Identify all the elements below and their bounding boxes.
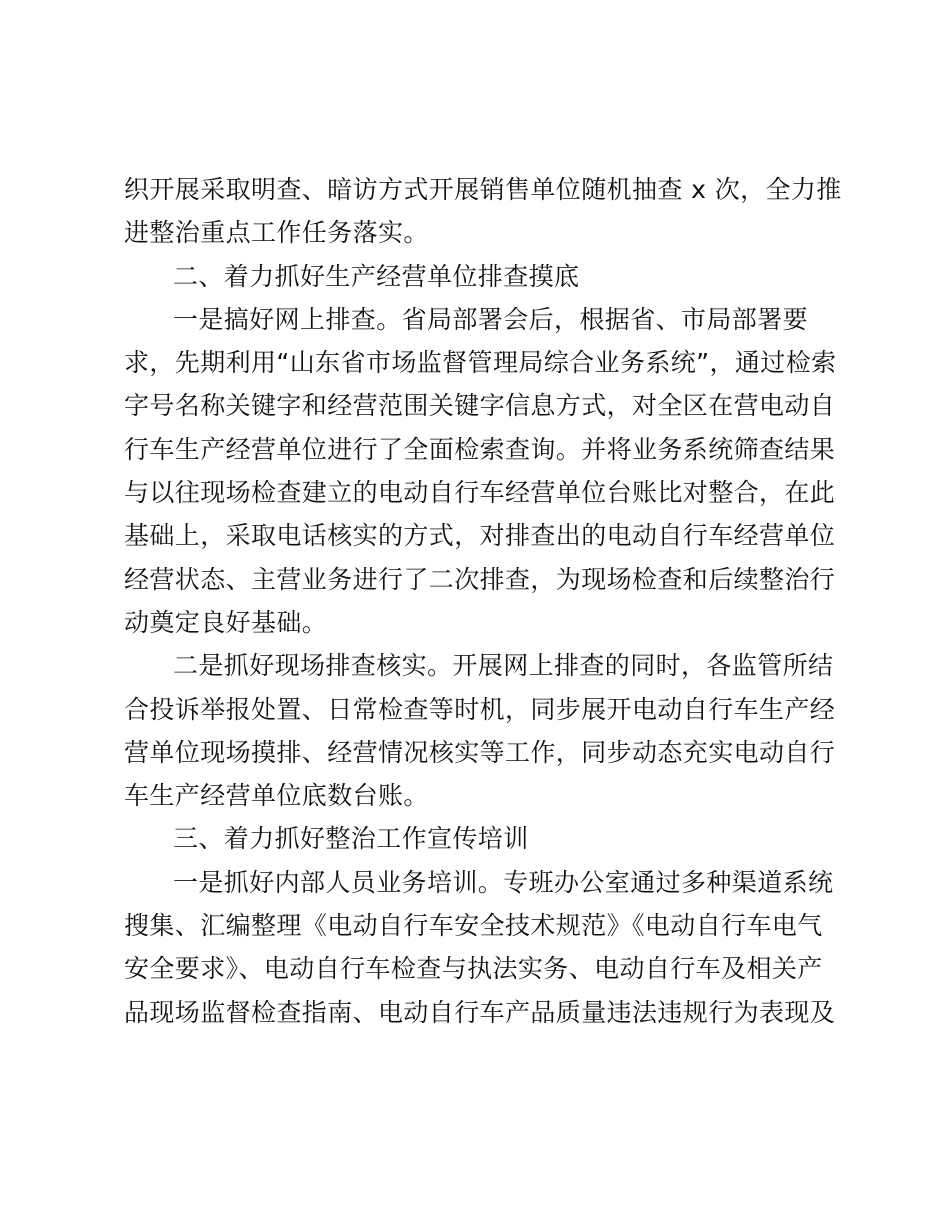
paragraph-line: 搜集、汇编整理《电动自行车安全技术规范》《电动自行车电气 — [124, 911, 823, 941]
paragraph-line: 合投诉举报处置、日常检查等时机，同步展开电动自行车生产经 — [124, 694, 836, 724]
paragraph-line: 一是抓好内部人员业务培训。专班办公室通过多种渠道系统 — [173, 867, 834, 897]
paragraph-line: 基础上，采取电话核实的方式，对排查出的电动自行车经营单位 — [124, 521, 836, 551]
paragraph-line: 织开展采取明查、暗访方式开展销售单位随机抽查 x 次，全力推 — [124, 175, 842, 204]
paragraph-line: 与以往现场检查建立的电动自行车经营单位台账比对整合，在此 — [124, 478, 836, 508]
paragraph-line: 进整治重点工作任务落实。 — [124, 218, 429, 248]
section-heading-2: 二、着力抓好生产经营单位排查摸底 — [173, 261, 580, 291]
paragraph-line: 车生产经营单位底数台账。 — [124, 781, 429, 811]
document-body — [124, 168, 842, 1034]
paragraph-line: 二是抓好现场排查核实。开展网上排查的同时，各监管所结 — [173, 651, 834, 681]
section-heading-3: 三、着力抓好整治工作宣传培训 — [173, 824, 529, 854]
paragraph-line: 行车生产经营单位进行了全面检索查询。并将业务系统筛查结果 — [124, 434, 836, 464]
paragraph-line: 经营状态、主营业务进行了二次排查，为现场检查和后续整治行 — [124, 564, 836, 594]
paragraph-line: 求，先期利用“山东省市场监督管理局综合业务系统”，通过检索 — [124, 348, 837, 378]
paragraph-line: 一是搞好网上排查。省局部署会后，根据省、市局部署要 — [173, 304, 809, 334]
paragraph-line: 安全要求》、电动自行车检查与执法实务、电动自行车及相关产 — [124, 954, 823, 984]
paragraph-line: 品现场监督检查指南、电动自行车产品质量违法违规行为表现及 — [124, 997, 836, 1027]
paragraph-line: 营单位现场摸排、经营情况核实等工作，同步动态充实电动自行 — [124, 737, 836, 767]
paragraph-line: 动奠定良好基础。 — [124, 607, 328, 637]
paragraph-line: 字号名称关键字和经营范围关键字信息方式，对全区在营电动自 — [124, 391, 836, 421]
